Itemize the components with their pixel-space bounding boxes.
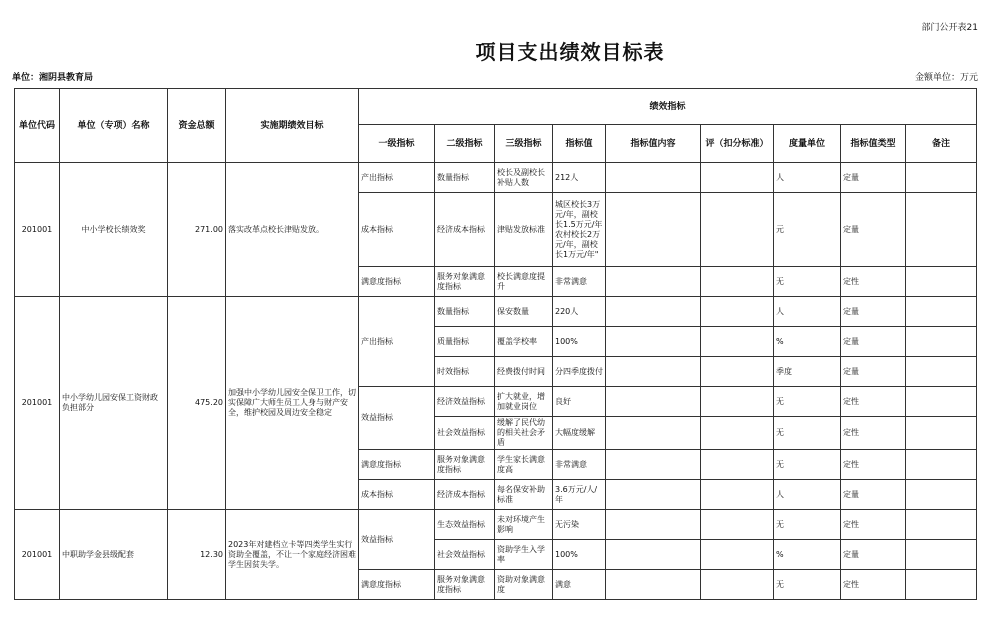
cell-content: [606, 297, 701, 327]
unit-label: 单位：湘阴县教育局: [12, 73, 94, 83]
cell-score: [701, 297, 774, 327]
header-lvl2: 二级指标: [435, 125, 495, 163]
cell-l2: 质量指标: [435, 327, 495, 357]
cell-l3: 资助对象满意度: [495, 570, 553, 600]
cell-note: [906, 267, 977, 297]
cell-value: 良好: [553, 387, 606, 417]
table-row: [15, 163, 977, 193]
cell-l1: 效益指标: [359, 510, 435, 570]
header-lvl1: 一级指标: [359, 125, 435, 163]
cell-value: 大幅度缓解: [553, 417, 606, 450]
table-row: [15, 297, 977, 327]
cell-l1: 满意度指标: [359, 267, 435, 297]
cell-l2: 时效指标: [435, 357, 495, 387]
cell-vtype: 定量: [841, 163, 906, 193]
cell-measure: 无: [774, 417, 841, 450]
cell-l3: 资助学生入学率: [495, 540, 553, 570]
project-total: 271.00: [168, 163, 226, 297]
cell-note: [906, 480, 977, 510]
cell-vtype: 定性: [841, 510, 906, 540]
project-total: 475.20: [168, 297, 226, 510]
project-target: 落实改革点校长津贴发放。: [226, 163, 359, 297]
cell-measure: %: [774, 327, 841, 357]
header-target: 实施期绩效目标: [226, 89, 359, 163]
cell-content: [606, 387, 701, 417]
cell-l1: 产出指标: [359, 297, 435, 387]
header-total: 资金总额: [168, 89, 226, 163]
cell-content: [606, 450, 701, 480]
cell-vtype: 定性: [841, 267, 906, 297]
cell-measure: 人: [774, 480, 841, 510]
cell-vtype: 定量: [841, 480, 906, 510]
cell-vtype: 定量: [841, 297, 906, 327]
cell-l1: 成本指标: [359, 193, 435, 267]
cell-measure: 无: [774, 510, 841, 540]
cell-score: [701, 267, 774, 297]
cell-score: [701, 357, 774, 387]
cell-note: [906, 297, 977, 327]
cell-l3: 校长及副校长补贴人数: [495, 163, 553, 193]
cell-measure: 无: [774, 450, 841, 480]
performance-table: [14, 88, 977, 600]
cell-content: [606, 327, 701, 357]
cell-l3: 覆盖学校率: [495, 327, 553, 357]
cell-content: [606, 357, 701, 387]
cell-score: [701, 163, 774, 193]
cell-l1: 效益指标: [359, 387, 435, 450]
header-value: 指标值: [553, 125, 606, 163]
project-target: 加强中小学幼儿园安全保卫工作，切实保障广大师生员工人身与财产安全，维护校园及周边安全稳定: [226, 297, 359, 510]
cell-l1: 成本指标: [359, 480, 435, 510]
cell-vtype: 定性: [841, 387, 906, 417]
cell-l2: 社会效益指标: [435, 540, 495, 570]
cell-l2: 服务对象满意度指标: [435, 267, 495, 297]
cell-note: [906, 357, 977, 387]
cell-value: 3.6万元/人/年: [553, 480, 606, 510]
project-code: 201001: [15, 163, 60, 297]
cell-l3: 未对环境产生影响: [495, 510, 553, 540]
cell-measure: 元: [774, 193, 841, 267]
header-perf: 绩效指标: [359, 89, 977, 125]
cell-score: [701, 510, 774, 540]
cell-value: 非常满意: [553, 267, 606, 297]
cell-l3: 津贴发放标准: [495, 193, 553, 267]
cell-measure: 人: [774, 297, 841, 327]
cell-l1: 满意度指标: [359, 450, 435, 480]
cell-value: 220人: [553, 297, 606, 327]
header-code: 单位代码: [15, 89, 60, 163]
cell-l2: 经济成本指标: [435, 480, 495, 510]
cell-value: 分四季度拨付: [553, 357, 606, 387]
cell-l3: 扩大就业，增加就业岗位: [495, 387, 553, 417]
cell-content: [606, 267, 701, 297]
cell-content: [606, 417, 701, 450]
cell-measure: 无: [774, 267, 841, 297]
cell-l1: 产出指标: [359, 163, 435, 193]
cell-l2: 社会效益指标: [435, 417, 495, 450]
cell-l2: 服务对象满意度指标: [435, 450, 495, 480]
cell-l3: 校长满意度提升: [495, 267, 553, 297]
header-vtype: 指标值类型: [841, 125, 906, 163]
table-row: [15, 510, 977, 540]
cell-note: [906, 163, 977, 193]
cell-score: [701, 387, 774, 417]
cell-value: 非常满意: [553, 450, 606, 480]
cell-measure: 人: [774, 163, 841, 193]
cell-value: 100%: [553, 327, 606, 357]
cell-vtype: 定量: [841, 193, 906, 267]
cell-measure: %: [774, 540, 841, 570]
amount-unit: 金额单位：万元: [914, 73, 978, 83]
cell-value: 无污染: [553, 510, 606, 540]
cell-note: [906, 327, 977, 357]
cell-content: [606, 510, 701, 540]
header-name: 单位（专项）名称: [60, 89, 168, 163]
header-measure: 度量单位: [774, 125, 841, 163]
form-number: 部门公开表21: [921, 23, 978, 33]
cell-score: [701, 540, 774, 570]
cell-vtype: 定性: [841, 417, 906, 450]
cell-l3: 经费拨付时间: [495, 357, 553, 387]
cell-l3: 缓解了民代幼的相关社会矛盾: [495, 417, 553, 450]
cell-note: [906, 450, 977, 480]
header-lvl3: 三级指标: [495, 125, 553, 163]
cell-vtype: 定量: [841, 357, 906, 387]
header-content: 指标值内容: [606, 125, 701, 163]
cell-l2: 生态效益指标: [435, 510, 495, 540]
project-name: 中小学校长绩效奖: [60, 163, 168, 297]
cell-score: [701, 570, 774, 600]
cell-content: [606, 570, 701, 600]
cell-score: [701, 480, 774, 510]
cell-l2: 数量指标: [435, 297, 495, 327]
cell-l2: 经济效益指标: [435, 387, 495, 417]
cell-vtype: 定性: [841, 570, 906, 600]
cell-l2: 数量指标: [435, 163, 495, 193]
cell-l2: 服务对象满意度指标: [435, 570, 495, 600]
cell-note: [906, 387, 977, 417]
cell-score: [701, 450, 774, 480]
cell-value: 城区校长3万元/年，副校长1.5万元/年 农村校长2万元/年，副校长1万元/年": [553, 193, 606, 267]
header-score: 评（扣分标准）: [701, 125, 774, 163]
cell-value: 212人: [553, 163, 606, 193]
project-code: 201001: [15, 297, 60, 510]
cell-vtype: 定量: [841, 327, 906, 357]
header-note: 备注: [906, 125, 977, 163]
project-total: 12.30: [168, 510, 226, 600]
cell-l1: 满意度指标: [359, 570, 435, 600]
cell-l3: 学生家长满意度高: [495, 450, 553, 480]
cell-value: 满意: [553, 570, 606, 600]
cell-score: [701, 193, 774, 267]
cell-content: [606, 540, 701, 570]
cell-measure: 季度: [774, 357, 841, 387]
cell-note: [906, 540, 977, 570]
cell-note: [906, 193, 977, 267]
cell-note: [906, 570, 977, 600]
page-title: 项目支出绩效目标表: [475, 40, 665, 64]
cell-content: [606, 480, 701, 510]
cell-vtype: 定性: [841, 450, 906, 480]
project-name: 中职助学金县级配套: [60, 510, 168, 600]
cell-score: [701, 327, 774, 357]
cell-score: [701, 417, 774, 450]
cell-measure: 无: [774, 570, 841, 600]
cell-content: [606, 193, 701, 267]
cell-l3: 每名保安补助标准: [495, 480, 553, 510]
cell-measure: 无: [774, 387, 841, 417]
cell-note: [906, 417, 977, 450]
project-name: 中小学幼儿园安保工资财政负担部分: [60, 297, 168, 510]
cell-l2: 经济成本指标: [435, 193, 495, 267]
project-target: 2023年对建档立卡等四类学生实行资助全覆盖，不让一个家庭经济困难学生因贫失学。: [226, 510, 359, 600]
cell-value: 100%: [553, 540, 606, 570]
cell-vtype: 定量: [841, 540, 906, 570]
cell-note: [906, 510, 977, 540]
cell-l3: 保安数量: [495, 297, 553, 327]
cell-content: [606, 163, 701, 193]
project-code: 201001: [15, 510, 60, 600]
